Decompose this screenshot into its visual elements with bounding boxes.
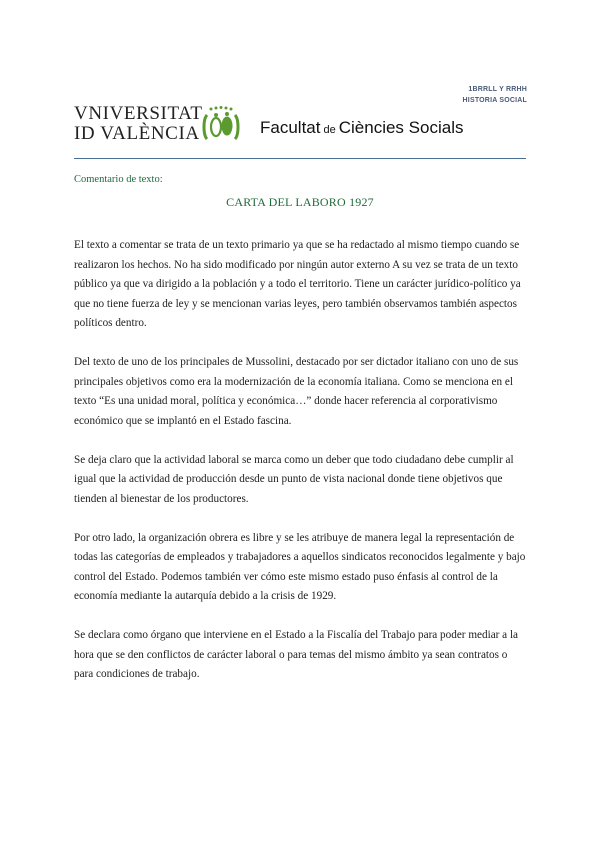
- body-paragraph: Se deja claro que la actividad laboral se marca como un deber que todo ciudadano debe cumplir al igual que la actividad de producción desde un punto de vista nacional donde tiene objetivos que tienden al bienestar de los productores.: [74, 453, 514, 505]
- body-paragraph: Del texto de uno de los principales de Mussolini, destacado por ser dictador italiano con uno de sus principales objetivos como era la modernización de la economía italiana. Como se menciona en el texto “Es una unidad moral, política y económica…” donde hacer referencia al corporativismo económico que se implantó en el Estado fascina.: [74, 356, 519, 427]
- faculty-word-socials: Socials: [408, 118, 464, 137]
- faculty-word-de: de: [323, 124, 336, 136]
- university-seal-icon: [200, 105, 242, 145]
- body-paragraph: Por otro lado, la organización obrera es libre y se les atribuye de manera legal la representación de todas las categorías de empleados y trabajadores a aquellos sindicatos reconocidos legalmente y bajo control del Estado. Podemos también ver cómo este mismo estado puso énfasis al control de la economía mediante la autarquía debido a la crisis de 1929.: [74, 531, 526, 602]
- faculty-wordmark: [260, 118, 463, 138]
- course-subject-line: HISTORIA SOCIAL: [462, 97, 527, 104]
- faculty-word-ciencies: Ciències: [338, 118, 404, 137]
- course-code-line: 1BRRLL Y RRHH: [468, 86, 527, 93]
- university-wordmark: [74, 104, 203, 144]
- university-name-line1: VNIVERSITAT: [74, 103, 203, 124]
- university-name-line2: ID VALÈNCIA: [74, 123, 200, 144]
- header-divider: [74, 158, 526, 159]
- document-body: [74, 236, 526, 704]
- body-paragraph: El texto a comentar se trata de un texto primario ya que se ha redactado al mismo tiempo cuando se realizaron los hechos. No ha sido modificado por ningún autor externo A su vez se trata de un texto público ya que va dirigido a la población y a todo el territorio. Tiene un carácter jurídico-político ya que no tiene fuerza de ley y se mencionan varias leyes, pero también observamos también aspectos políticos dentro.: [74, 239, 521, 329]
- faculty-word-facultat: Facultat: [260, 118, 321, 137]
- header-course-code: [463, 84, 527, 106]
- document-title: CARTA DEL LABORO 1927: [226, 195, 374, 209]
- document-subtitle: Comentario de texto:: [74, 174, 163, 185]
- body-paragraph: Se declara como órgano que interviene en el Estado a la Fiscalía del Trabajo para poder mediar a la hora que se den conflictos de carácter laboral o para temas del mismo ámbito ya sean contratos o para condiciones de trabajo.: [74, 629, 519, 680]
- faculty-logo: [74, 104, 534, 148]
